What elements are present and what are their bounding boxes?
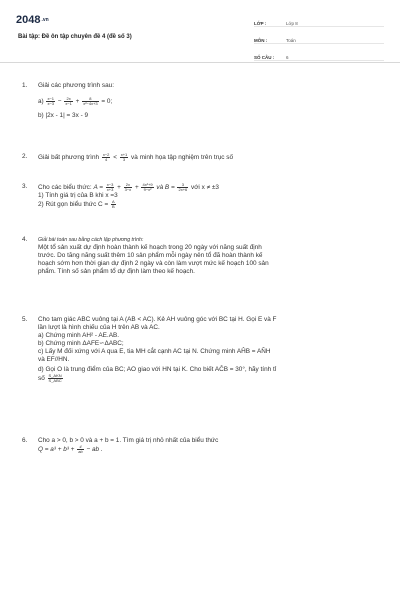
part-label: a) [38,98,44,106]
problem-line: phẩm. Tính số sản phẩm tổ dự định làm theo kế hoạch. [38,268,195,275]
fraction [102,153,111,162]
question-4 [22,236,382,276]
instruction: Giải bài toán sau bằng cách lập phương trình: [38,237,144,243]
meta-info [254,14,384,65]
question-number: 6. [22,437,28,444]
question-number: 5. [22,316,28,323]
question-2 [22,153,382,162]
fraction [177,183,188,192]
numerator: x−1 [47,96,55,101]
meta-label: LỚP : [254,21,267,26]
meta-value: Toán [286,38,296,43]
problem-line: c) Lấy M đối xứng với A qua E, tia MH cắt cạnh AC tại N. Chứng minh AĤB = AN̂H [38,348,271,355]
question-text: Giải bất phương trình [38,154,100,162]
fraction [82,97,98,106]
question-3 [22,183,382,209]
fraction [124,183,133,192]
subquestion-2 [38,200,382,209]
problem-line: và EF//HN. [38,356,70,363]
denominator: B [111,204,115,210]
question-1 [22,82,382,120]
meta-row-subject [254,31,384,44]
numerator: x−3 [106,182,114,187]
problem-line: trước. Do tăng năng suất thêm 10 sản phẩm mỗi ngày nên tổ đã hoàn thành kế [38,252,263,259]
meta-label: SỐ CÂU : [254,55,275,60]
fraction [64,97,73,106]
denominator: 2x+6 [178,187,188,192]
fraction [46,97,55,106]
logo-suffix: .vn [41,17,49,24]
denominator: x−3 [47,101,55,106]
denominator: x²−4x+3 [83,101,98,106]
numerator: 4x²+9 [142,182,153,187]
meta-row-class [254,14,384,27]
problem-line: Cho tam giác ABC vuông tại A (AB < AC). Kẻ AH vuông góc với BC tại H. Gọi E và F [38,316,277,323]
meta-row-count [254,48,384,61]
problem-line: d) Gọi O là trung điểm của BC; AO giao với HN tại K. Cho biết AĈB = 30°, hãy tính tỉ [38,366,277,373]
ratio-line [38,374,382,383]
problem-line: lần lượt là hình chiếu của H trên AB và AC. [38,324,160,331]
denominator: 9−x² [143,187,152,192]
expression-text: Q = a³ + b³ + [38,446,75,454]
denominator: 3−x [124,187,132,192]
expression-line: Cho các biểu thức: A = $\frac{x-3}{x+3}$ + $\frac{2x}{3-x}$ + $\frac{\text{4x²+9}}{\text{9−x²}}$ và B = $\frac{3}{2x+6}$ với x ≠ ±3 [38,182,219,192]
denominator: S_ABC [48,378,62,383]
meta-label: MÔN : [254,38,268,43]
question-text: Cho các biểu thức: [38,184,92,192]
question-number: 2. [22,153,28,160]
equation-tail: = 0; [101,98,113,106]
denominator: x−1 [65,101,72,106]
question-6 [22,437,382,454]
fraction [106,183,115,192]
equation-b: b) |2x - 1| = 3x - 9 [38,112,89,120]
fraction [77,445,83,454]
question-text: và minh họa tập nghiệm trên trục số [131,154,233,162]
expression-text: − ab . [86,446,103,454]
denominator: ab [78,449,83,454]
numerator: 3 [177,183,188,188]
problem-line: Một tổ sản xuất dự định hoàn thành kế hoạch trong 20 ngày với năng suất định [38,244,262,251]
equation-a: a) $\frac{x-1}{x-3}$ − $\frac{2x}{x-1}$ + $\frac{8}{\text{x²−4x+3}}$ = 0; [38,96,113,106]
expression-q [38,445,382,454]
logo-text: 2048 [16,14,41,26]
question-number: 4. [22,236,28,243]
denominator: 4 [105,157,108,162]
operator: < [113,154,117,162]
denominator: 3 [122,157,126,162]
meta-value: Lớp 8 [286,21,298,26]
problem-line: hoạch sớm hơn thời gian dự định 2 ngày và còn làm vượt mức kế hoạch 100 sản [38,260,269,267]
question-text: 2) Rút gọn biểu thức C = [38,201,109,209]
numerator: 2x [64,97,73,102]
problem-line: b) Chứng minh ΔAFE∽ΔABC; [38,340,124,347]
numerator: x−2 [102,152,110,157]
fraction [48,374,63,383]
question-5 [22,316,382,383]
numerator: S_AKN [48,373,62,378]
fraction [120,153,129,162]
question-number: 3. [22,183,28,190]
expression-b: và B = [156,184,175,192]
question-text: số [38,375,45,383]
question-text: Giải các phương trình sau: [38,82,114,89]
fraction [111,200,116,209]
numerator: x+1 [120,152,128,157]
fraction [141,183,153,192]
worksheet-header [0,0,400,63]
numerator: 8 [82,97,98,102]
denominator: x+3 [106,187,114,192]
numerator: A [111,199,115,205]
worksheet-title: Bài tập: Đề ôn tập chuyên đề 4 (đề số 3) [18,34,132,40]
expression-a: A = [93,184,103,192]
site-logo[interactable] [16,14,49,26]
subquestion-1: 1) Tính giá trị của B khi x =3 [38,192,118,200]
meta-value: 6 [286,55,289,60]
question-number: 1. [22,82,28,89]
numerator: 4 [77,445,83,450]
problem-line: a) Chứng minh AH² - AE.AB. [38,332,119,339]
problem-line: Cho a > 0, b > 0 và a + b = 1. Tìm giá trị nhỏ nhất của biểu thức [38,437,219,444]
condition: với x ≠ ±3 [191,184,219,192]
numerator: 2x [124,183,133,188]
